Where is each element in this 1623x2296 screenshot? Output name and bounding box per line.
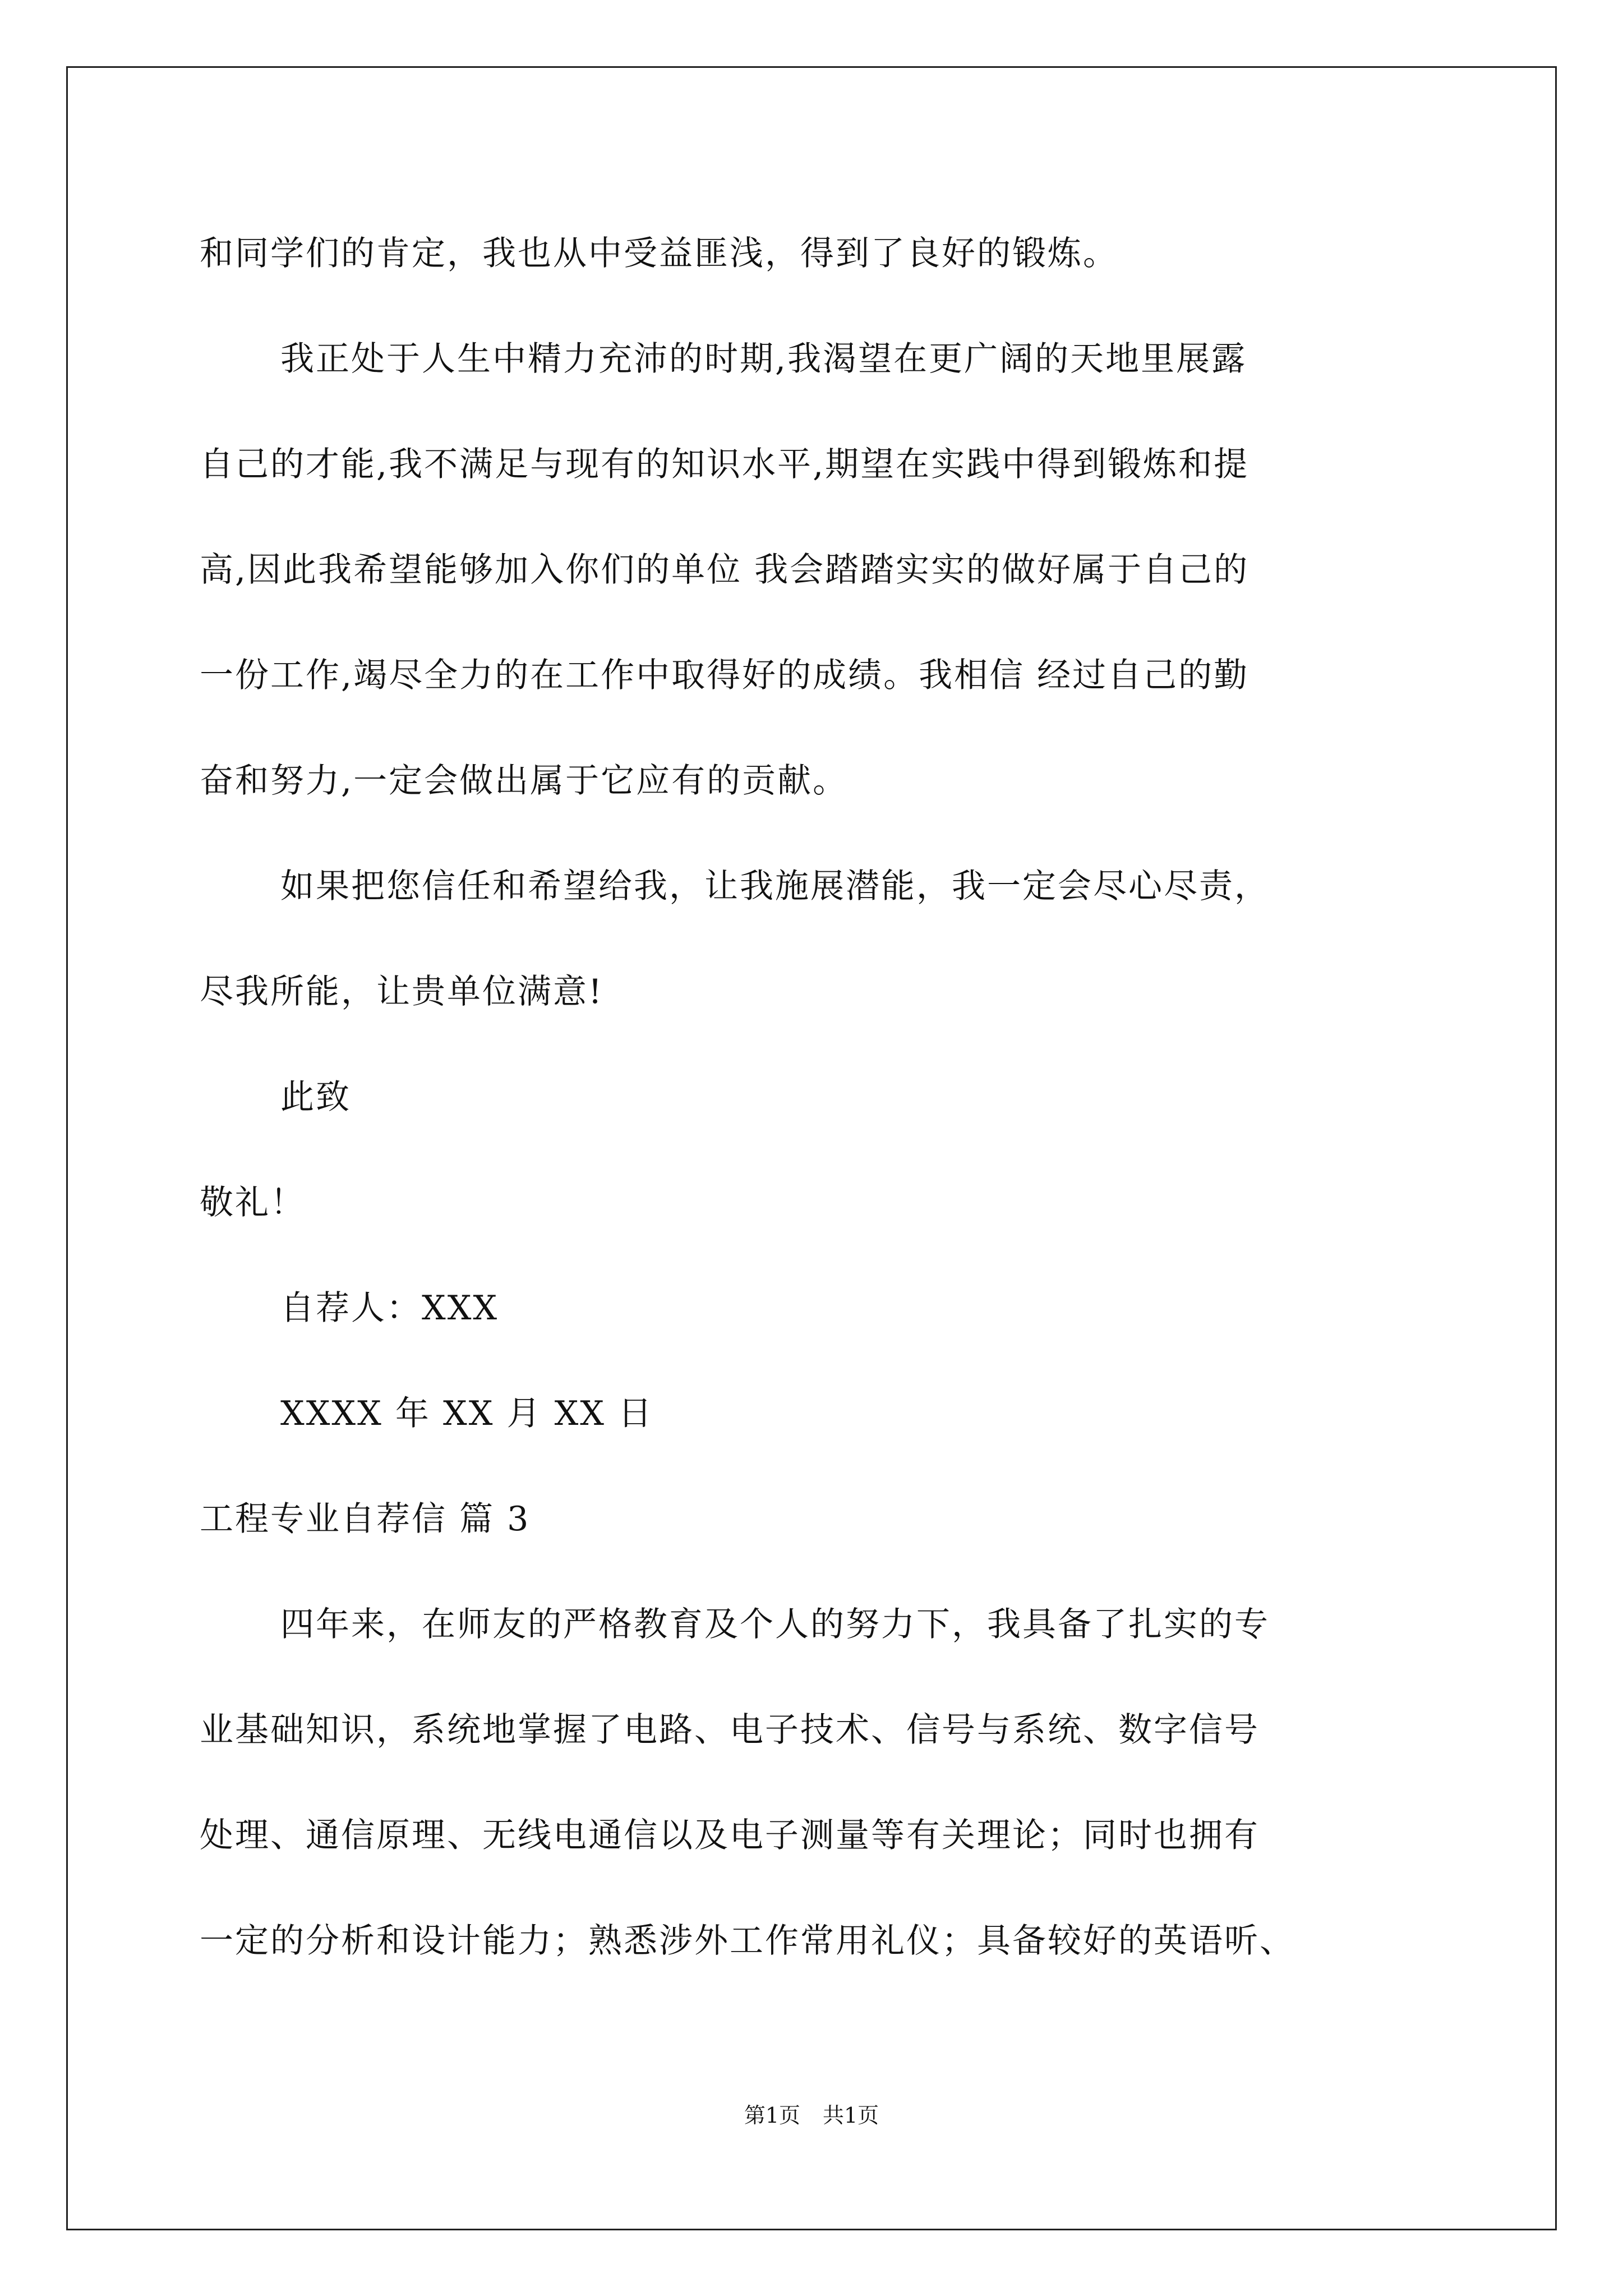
- body-line: 我正处于人生中精力充沛的时期,我渴望在更广阔的天地里展露: [280, 339, 1247, 379]
- date-line: XXXX 年 XX 月 XX 日: [280, 1394, 654, 1433]
- section-heading: 工程专业自荐信 篇 3: [200, 1499, 531, 1539]
- body-line: 高,因此我希望能够加入你们的单位 我会踏踏实实的做好属于自己的: [200, 550, 1249, 590]
- body-line: 一份工作,竭尽全力的在工作中取得好的成绩。我相信 经过自己的勤: [200, 656, 1249, 695]
- page-footer: [0, 2101, 1623, 2129]
- body-line: 一定的分析和设计能力；熟悉涉外工作常用礼仪；具备较好的英语听、: [200, 1921, 1295, 1961]
- body-line: 业基础知识，系统地掌握了电路、电子技术、信号与系统、数字信号: [200, 1710, 1260, 1750]
- page-border: [66, 66, 1557, 2230]
- closing-regards: 敬礼！: [200, 1183, 306, 1222]
- body-line: 奋和努力,一定会做出属于它应有的贡献。: [200, 761, 849, 800]
- body-line: 和同学们的肯定，我也从中受益匪浅，得到了良好的锻炼。: [200, 234, 1118, 273]
- body-line: 如果把您信任和希望给我，让我施展潜能，我一定会尽心尽责，: [280, 867, 1270, 906]
- page-total: 共1页: [823, 2103, 879, 2128]
- body-line: 四年来，在师友的严格教育及个人的努力下，我具备了扎实的专: [280, 1605, 1270, 1644]
- body-line: 处理、通信原理、无线电通信以及电子测量等有关理论；同时也拥有: [200, 1816, 1260, 1855]
- body-line: 尽我所能，让贵单位满意!: [200, 972, 604, 1011]
- page-number: 第1页: [744, 2103, 800, 2128]
- signature-line: 自荐人：XXX: [280, 1289, 499, 1328]
- closing-salutation: 此致: [280, 1078, 351, 1117]
- body-line: 自己的才能,我不满足与现有的知识水平,期望在实践中得到锻炼和提: [200, 445, 1249, 484]
